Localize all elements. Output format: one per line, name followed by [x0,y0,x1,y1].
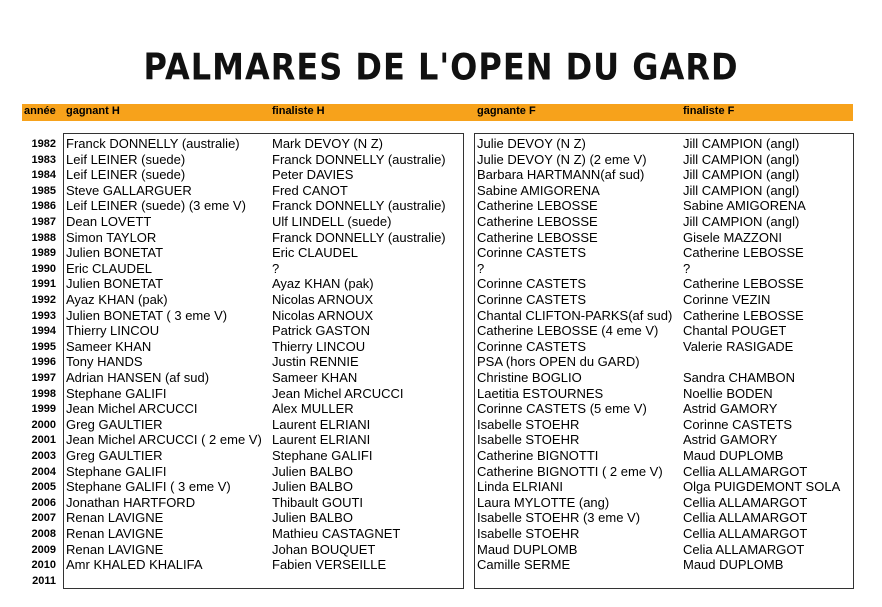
row-year: 1989 [31,247,56,260]
winner-men: Greg GAULTIER [66,416,163,432]
finalist-women: Cellia ALLAMARGOT [683,526,808,541]
finalist-women: Gisele MAZZONI [683,229,782,245]
row-year: 2001 [31,434,56,447]
winner-women: Maud DUPLOMB [477,541,578,557]
row-year: 1985 [31,184,56,197]
finalist-men: Ulf LINDELL (suede) [272,214,392,229]
finalist-men: Jean Michel ARCUCCI [272,385,404,401]
finalist-women: Jill CAMPION (angl) [683,167,800,183]
finalist-men: Eric CLAUDEL [272,245,358,261]
finalist-men: Franck DONNELLY (australie) [272,229,446,245]
winner-men: Stephane GALIFI [66,463,167,479]
winner-women: Laetitia ESTOURNES [477,385,604,401]
winner-women: Catherine LEBOSSE (4 eme V) [477,323,659,339]
finalist-men: Patrick GASTON [272,323,371,339]
header-year: année [24,105,56,117]
winner-men: Leif LEINER (suede) (3 eme V) [66,198,246,214]
row-year: 2008 [31,528,56,540]
finalist-men: Stephane GALIFI [272,448,373,463]
finalist-men: Julien BALBO [272,510,353,526]
finalist-women: Valerie RASIGADE [683,338,794,354]
winner-women: Catherine BIGNOTTI ( 2 eme V) [477,463,663,479]
finalist-men: Nicolas ARNOUX [272,292,374,307]
winner-men: Simon TAYLOR [66,229,157,245]
winner-women: Corinne CASTETS (5 eme V) [477,401,647,417]
finalist-women: Noellie BODEN [683,385,773,401]
finalist-women: Sabine AMIGORENA [683,198,806,214]
finalist-women: Celia ALLAMARGOT [683,541,805,557]
row-year: 1988 [31,231,56,244]
finalist-women: Cellia ALLAMARGOT [683,494,808,510]
winner-men: Franck DONNELLY (australie) [66,136,240,151]
winner-women: Catherine LEBOSSE [477,198,598,214]
row-year: 1986 [31,200,56,213]
winner-men: Sameer KHAN [66,338,152,354]
header-winner-men: gagnant H [66,105,120,117]
page-title: PALMARES DE L'OPEN DU GARD [143,45,739,89]
row-year: 1990 [31,262,56,275]
row-year: 1991 [31,278,56,291]
finalist-women: Jill CAMPION (angl) [683,136,800,151]
winner-women: ? [477,260,485,276]
winner-women: Laura MYLOTTE (ang) [477,494,610,510]
winner-women: Julie DEVOY (N Z) (2 eme V) [477,151,647,167]
winner-women: Linda ELRIANI [477,479,563,495]
row-year: 2000 [31,418,56,431]
finalist-women: Sandra CHAMBON [683,370,795,385]
row-year: 2007 [31,512,56,525]
winner-women: Catherine BIGNOTTI [477,448,599,463]
finalist-men: Johan BOUQUET [272,541,376,557]
finalist-women: Jill CAMPION (angl) [683,151,800,167]
finalist-women: Corinne VEZIN [683,292,771,307]
finalist-men: Julien BALBO [272,463,353,479]
finalist-men: Franck DONNELLY (australie) [272,151,446,167]
winner-women: Corinne CASTETS [477,292,587,307]
winner-men: Tony HANDS [66,354,143,370]
finalist-women: Corinne CASTETS [683,416,793,432]
winner-men: Renan LAVIGNE [66,510,164,526]
finalist-women: Catherine LEBOSSE [683,307,804,323]
finalist-women: Catherine LEBOSSE [683,245,804,261]
finalist-men: Peter DAVIES [272,167,354,183]
row-year: 2003 [31,450,56,462]
winner-women: Corinne CASTETS [477,276,587,292]
finalist-women: Astrid GAMORY [683,432,778,448]
winner-men: Leif LEINER (suede) [66,167,186,183]
winner-men: Dean LOVETT [66,214,152,229]
winner-men: Julien BONETAT [66,245,164,261]
winner-men: Jean Michel ARCUCCI ( 2 eme V) [66,432,262,448]
finalist-men: Alex MULLER [272,401,354,417]
finalist-men: Sameer KHAN [272,370,358,385]
finalist-men: Franck DONNELLY (australie) [272,198,446,214]
row-year: 1983 [31,153,56,166]
winner-women: Catherine LEBOSSE [477,214,598,229]
row-year: 1995 [31,340,56,353]
row-year: 1999 [31,403,56,416]
finalist-men: ? [272,260,280,276]
finalist-women: Maud DUPLOMB [683,448,784,463]
winner-men: Thierry LINCOU [66,323,160,339]
row-year: 1997 [31,372,56,384]
winner-men: Renan LAVIGNE [66,541,164,557]
winner-women: Barbara HARTMANN(af sud) [477,167,645,183]
winner-men: Ayaz KHAN (pak) [66,292,168,307]
winner-women: Isabelle STOEHR [477,432,580,448]
winner-men: Eric CLAUDEL [66,260,152,276]
winner-men: Steve GALLARGUER [66,182,192,198]
winner-women: Sabine AMIGORENA [477,182,600,198]
winner-men: Greg GAULTIER [66,448,163,463]
row-year: 1982 [31,138,56,150]
winner-men: Leif LEINER (suede) [66,151,186,167]
finalist-men: Ayaz KHAN (pak) [272,276,374,292]
row-year: 1994 [31,325,56,338]
finalist-women: Maud DUPLOMB [683,557,784,573]
row-year: 1984 [31,169,56,182]
row-year: 2010 [31,559,56,572]
column-header-band [22,104,853,121]
winner-women: Chantal CLIFTON-PARKS(af sud) [477,307,673,323]
finalist-women: Cellia ALLAMARGOT [683,463,808,479]
finalist-men: Mark DEVOY (N Z) [272,136,383,151]
winner-women: Corinne CASTETS [477,338,587,354]
winner-men: Renan LAVIGNE [66,526,164,541]
header-finalist-men: finaliste H [272,105,325,117]
winner-women: Isabelle STOEHR [477,416,580,432]
finalist-men: Thibault GOUTI [272,494,364,510]
winner-women: Catherine LEBOSSE [477,229,598,245]
winner-women: Camille SERME [477,557,571,573]
finalist-men: Fabien VERSEILLE [272,557,387,573]
header-finalist-women: finaliste F [683,105,735,117]
winner-men: Amr KHALED KHALIFA [66,557,203,573]
winner-men: Stephane GALIFI ( 3 eme V) [66,479,231,495]
row-year: 2009 [31,543,56,556]
winner-women: Isabelle STOEHR [477,526,580,541]
finalist-men: Justin RENNIE [272,354,359,370]
winner-women: Corinne CASTETS [477,245,587,261]
finalist-women: Cellia ALLAMARGOT [683,510,808,526]
winner-men: Julien BONETAT [66,276,164,292]
winner-women: PSA (hors OPEN du GARD) [477,354,640,370]
row-year: 2005 [31,481,56,494]
row-year: 1996 [31,356,56,369]
winner-men: Adrian HANSEN (af sud) [66,370,210,385]
finalist-women: Olga PUIGDEMONT SOLA [683,479,841,495]
winner-men: Jonathan HARTFORD [66,494,196,510]
winner-women: Julie DEVOY (N Z) [477,136,586,151]
finalist-women: Catherine LEBOSSE [683,276,804,292]
finalist-men: Thierry LINCOU [272,338,366,354]
winner-men: Jean Michel ARCUCCI [66,401,198,417]
finalist-men: Mathieu CASTAGNET [272,526,401,541]
header-winner-women: gagnante F [477,105,536,117]
row-year: 1987 [31,216,56,228]
row-year: 1998 [31,387,56,400]
finalist-women: ? [683,260,691,276]
finalist-men: Nicolas ARNOUX [272,307,374,323]
finalist-men: Julien BALBO [272,479,353,495]
winner-men: Stephane GALIFI [66,385,167,401]
row-year: 2011 [32,574,56,587]
row-year: 1992 [31,294,56,306]
winner-women: Christine BOGLIO [477,370,582,385]
winner-women: Isabelle STOEHR (3 eme V) [477,510,641,526]
row-year: 1993 [31,309,56,322]
finalist-women: Astrid GAMORY [683,401,778,417]
finalist-men: Fred CANOT [272,182,348,198]
finalist-women: Jill CAMPION (angl) [683,214,800,229]
winner-men: Julien BONETAT ( 3 eme V) [66,307,228,323]
finalist-men: Laurent ELRIANI [272,432,371,448]
finalist-women: Jill CAMPION (angl) [683,182,800,198]
row-year: 2006 [31,496,56,509]
finalist-men: Laurent ELRIANI [272,416,371,432]
finalist-women: Chantal POUGET [683,323,787,339]
row-year: 2004 [31,465,56,478]
